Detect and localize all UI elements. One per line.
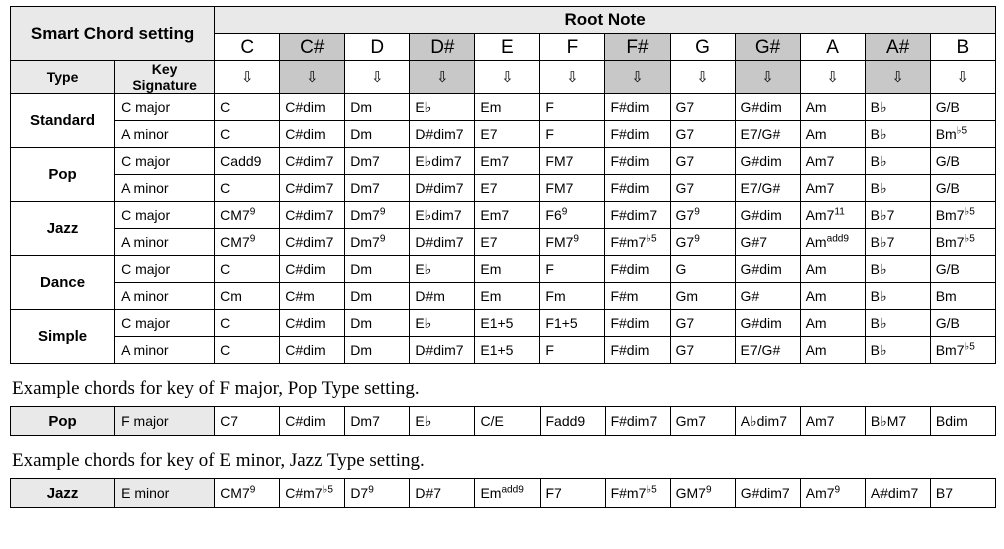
root-note-G: G xyxy=(670,34,735,61)
root-note-F: F xyxy=(540,34,605,61)
chord-cell: B♭ xyxy=(865,310,930,337)
chord-cell: G#dim xyxy=(735,256,800,283)
chord-cell: G7 xyxy=(670,94,735,121)
chord-cell: Dm xyxy=(345,337,410,364)
chord-cell: E♭ xyxy=(410,256,475,283)
chord-cell: G/B xyxy=(930,310,995,337)
chord-cell: C/E xyxy=(475,407,540,436)
chord-cell: B♭ xyxy=(865,337,930,364)
chord-cell: B♭ xyxy=(865,121,930,148)
chord-cell: $Am7^9$ xyxy=(800,479,865,508)
key-signature-value: A minor xyxy=(115,121,215,148)
chord-cell: $Bm7^{♭5}$ xyxy=(930,202,995,229)
chord-cell: D#dim7 xyxy=(410,337,475,364)
chord-cell: F#m xyxy=(605,283,670,310)
chord-cell: E7/G# xyxy=(735,337,800,364)
chord-cell: Dm7 xyxy=(345,407,410,436)
chord-cell: F xyxy=(540,256,605,283)
chord-cell: F xyxy=(540,121,605,148)
down-arrow-icon: ⇩ xyxy=(475,61,540,94)
table-row xyxy=(11,407,996,436)
chord-cell: $Dm7^9$ xyxy=(345,229,410,256)
chord-cell: G/B xyxy=(930,175,995,202)
root-note-C: C xyxy=(215,34,280,61)
example-key-value: E minor xyxy=(115,479,215,508)
chord-cell: Bdim xyxy=(930,407,995,436)
table-row xyxy=(11,256,996,283)
chord-cell: F#dim7 xyxy=(605,407,670,436)
down-arrow-icon: ⇩ xyxy=(410,61,475,94)
chord-cell: $FM7^9$ xyxy=(540,229,605,256)
down-arrow-icon: ⇩ xyxy=(540,61,605,94)
chord-cell: $Bm^{♭5}$ xyxy=(930,121,995,148)
key-signature-value: A minor xyxy=(115,337,215,364)
chord-cell: G# xyxy=(735,283,800,310)
down-arrow-icon: ⇩ xyxy=(215,61,280,94)
table-row xyxy=(11,229,996,256)
chord-cell: E1+5 xyxy=(475,337,540,364)
smart-chord-setting-header: Smart Chord setting xyxy=(11,7,215,61)
chord-cell: F#dim xyxy=(605,310,670,337)
chord-cell: C xyxy=(215,94,280,121)
root-note-Gsharp: G# xyxy=(735,34,800,61)
chord-cell: $Am^{add9}$ xyxy=(800,229,865,256)
chord-cell: Am xyxy=(800,94,865,121)
root-note-B: B xyxy=(930,34,995,61)
root-note-header: Root Note xyxy=(215,7,996,34)
example2-caption: Example chords for key of E minor, Jazz Type setting. xyxy=(12,450,425,472)
chord-cell: F xyxy=(540,94,605,121)
chord-cell: G#7 xyxy=(735,229,800,256)
chord-cell: F7 xyxy=(540,479,605,508)
chord-cell: E7 xyxy=(475,121,540,148)
key-signature-header: Key Signature xyxy=(115,61,215,94)
chord-cell: D#dim7 xyxy=(410,175,475,202)
chord-cell: C#dim xyxy=(280,310,345,337)
chord-cell: C xyxy=(215,121,280,148)
chord-cell: G7 xyxy=(670,337,735,364)
chord-cell: $F\#m7^{♭5}$ xyxy=(605,229,670,256)
example2-table xyxy=(10,478,996,508)
chord-cell: D#m xyxy=(410,283,475,310)
chord-cell: Gm xyxy=(670,283,735,310)
chord-cell: E1+5 xyxy=(475,310,540,337)
table-row xyxy=(11,310,996,337)
chord-cell: B♭ xyxy=(865,175,930,202)
chord-cell: D#dim7 xyxy=(410,121,475,148)
chord-cell: Am xyxy=(800,256,865,283)
root-note-Dsharp: D# xyxy=(410,34,475,61)
chord-cell: FM7 xyxy=(540,175,605,202)
example-type-label: Pop xyxy=(11,407,115,436)
key-signature-value: C major xyxy=(115,310,215,337)
chord-cell: Cadd9 xyxy=(215,148,280,175)
chord-cell: Am xyxy=(800,121,865,148)
root-note-D: D xyxy=(345,34,410,61)
chord-cell: $F6^9$ xyxy=(540,202,605,229)
chord-cell: G7 xyxy=(670,175,735,202)
chord-cell: G#dim xyxy=(735,94,800,121)
chord-cell: Em xyxy=(475,94,540,121)
chord-cell: $Bm7^{♭5}$ xyxy=(930,229,995,256)
chord-cell: C#dim xyxy=(280,94,345,121)
chord-cell: Dm xyxy=(345,121,410,148)
root-note-Csharp: C# xyxy=(280,34,345,61)
chord-cell: $GM7^9$ xyxy=(670,479,735,508)
down-arrow-icon: ⇩ xyxy=(800,61,865,94)
chord-cell: $Bm7^{♭5}$ xyxy=(930,337,995,364)
chord-cell: $G7^9$ xyxy=(670,229,735,256)
key-signature-value: A minor xyxy=(115,229,215,256)
chord-cell: C xyxy=(215,310,280,337)
table-row xyxy=(11,94,996,121)
chord-cell: Dm7 xyxy=(345,175,410,202)
chord-cell: B♭ xyxy=(865,256,930,283)
table-row xyxy=(11,337,996,364)
chord-cell: $Dm7^9$ xyxy=(345,202,410,229)
chord-cell: Dm xyxy=(345,94,410,121)
root-note-Asharp: A# xyxy=(865,34,930,61)
table-row xyxy=(11,175,996,202)
chord-cell: G/B xyxy=(930,256,995,283)
chord-cell: $Em^{add9}$ xyxy=(475,479,540,508)
chord-cell: F#dim xyxy=(605,121,670,148)
down-arrow-icon: ⇩ xyxy=(605,61,670,94)
table-header-row-arrows xyxy=(11,61,996,94)
root-note-E: E xyxy=(475,34,540,61)
table-row xyxy=(11,283,996,310)
chord-cell: G#dim xyxy=(735,202,800,229)
chord-cell: Dm xyxy=(345,283,410,310)
chord-cell: $Am7^{11}$ xyxy=(800,202,865,229)
table-row xyxy=(11,202,996,229)
chord-cell: Am xyxy=(800,337,865,364)
chord-cell: E7/G# xyxy=(735,121,800,148)
chord-cell: B♭7 xyxy=(865,229,930,256)
chord-cell: $G7^9$ xyxy=(670,202,735,229)
table-row xyxy=(11,148,996,175)
chord-cell: Cm xyxy=(215,283,280,310)
chord-cell: G#dim xyxy=(735,148,800,175)
chord-cell: Bm xyxy=(930,283,995,310)
table-row xyxy=(11,121,996,148)
chord-cell: Em xyxy=(475,283,540,310)
chord-cell: D#dim7 xyxy=(410,229,475,256)
type-label: Simple xyxy=(11,310,115,364)
key-signature-value: C major xyxy=(115,94,215,121)
chord-cell: C#dim xyxy=(280,337,345,364)
chord-cell: C#dim7 xyxy=(280,148,345,175)
chord-cell: Dm xyxy=(345,256,410,283)
type-label: Standard xyxy=(11,94,115,148)
key-signature-value: C major xyxy=(115,256,215,283)
chord-cell: F#dim7 xyxy=(605,202,670,229)
chord-cell: $C\#m7^{♭5}$ xyxy=(280,479,345,508)
example1-table xyxy=(10,406,996,436)
type-header: Type xyxy=(11,61,115,94)
chord-cell: A#dim7 xyxy=(865,479,930,508)
down-arrow-icon: ⇩ xyxy=(930,61,995,94)
chord-cell: F xyxy=(540,337,605,364)
chord-cell: E♭dim7 xyxy=(410,202,475,229)
chord-cell: G/B xyxy=(930,94,995,121)
chord-cell: FM7 xyxy=(540,148,605,175)
chord-cell: E7 xyxy=(475,175,540,202)
type-label: Dance xyxy=(11,256,115,310)
chord-cell: F#dim xyxy=(605,175,670,202)
chord-cell: Dm xyxy=(345,310,410,337)
chord-cell: C#dim7 xyxy=(280,175,345,202)
chord-cell: Fadd9 xyxy=(540,407,605,436)
chord-cell: G#dim xyxy=(735,310,800,337)
key-signature-value: C major xyxy=(115,148,215,175)
chord-cell: B♭ xyxy=(865,283,930,310)
chord-cell: C xyxy=(215,256,280,283)
chord-cell: G7 xyxy=(670,310,735,337)
example-key-value: F major xyxy=(115,407,215,436)
table-row xyxy=(11,479,996,508)
chord-cell: Em7 xyxy=(475,148,540,175)
key-signature-value: A minor xyxy=(115,283,215,310)
chord-cell: B♭7 xyxy=(865,202,930,229)
chord-cell: C#dim xyxy=(280,121,345,148)
chord-cell: G xyxy=(670,256,735,283)
chord-cell: Em xyxy=(475,256,540,283)
chord-cell: E♭dim7 xyxy=(410,148,475,175)
chord-cell: $F\#m7^{♭5}$ xyxy=(605,479,670,508)
chord-cell: D#7 xyxy=(410,479,475,508)
chord-cell: F#dim xyxy=(605,94,670,121)
table-header-row-1 xyxy=(11,7,996,34)
chord-cell: B♭M7 xyxy=(865,407,930,436)
chord-cell: G/B xyxy=(930,148,995,175)
key-signature-value: A minor xyxy=(115,175,215,202)
chord-cell: C xyxy=(215,337,280,364)
chord-cell: A♭dim7 xyxy=(735,407,800,436)
chord-cell: Dm7 xyxy=(345,148,410,175)
down-arrow-icon: ⇩ xyxy=(280,61,345,94)
chord-cell: Am7 xyxy=(800,407,865,436)
chord-cell: C7 xyxy=(215,407,280,436)
chord-cell: G7 xyxy=(670,148,735,175)
chord-cell: Fm xyxy=(540,283,605,310)
chord-cell: C#dim xyxy=(280,407,345,436)
chord-cell: $CM7^9$ xyxy=(215,229,280,256)
chord-cell: $CM7^9$ xyxy=(215,479,280,508)
chord-cell: C#m xyxy=(280,283,345,310)
chord-cell: B7 xyxy=(930,479,995,508)
smart-chord-table xyxy=(10,6,996,364)
type-label: Pop xyxy=(11,148,115,202)
example-type-label: Jazz xyxy=(11,479,115,508)
chord-cell: Gm7 xyxy=(670,407,735,436)
chord-cell: $CM7^9$ xyxy=(215,202,280,229)
chord-cell: C xyxy=(215,175,280,202)
down-arrow-icon: ⇩ xyxy=(670,61,735,94)
root-note-Fsharp: F# xyxy=(605,34,670,61)
chord-cell: F1+5 xyxy=(540,310,605,337)
chord-cell: G7 xyxy=(670,121,735,148)
chord-cell: Am7 xyxy=(800,148,865,175)
down-arrow-icon: ⇩ xyxy=(865,61,930,94)
key-signature-value: C major xyxy=(115,202,215,229)
chord-cell: B♭ xyxy=(865,148,930,175)
chord-cell: $D7^9$ xyxy=(345,479,410,508)
chord-cell: G#dim7 xyxy=(735,479,800,508)
type-label: Jazz xyxy=(11,202,115,256)
chord-cell: E♭ xyxy=(410,310,475,337)
chord-cell: Am xyxy=(800,283,865,310)
root-note-A: A xyxy=(800,34,865,61)
chord-cell: F#dim xyxy=(605,148,670,175)
chord-cell: Em7 xyxy=(475,202,540,229)
chord-cell: Am7 xyxy=(800,175,865,202)
chord-cell: C#dim xyxy=(280,256,345,283)
chord-cell: E♭ xyxy=(410,407,475,436)
chord-cell: F#dim xyxy=(605,337,670,364)
chord-cell: E♭ xyxy=(410,94,475,121)
chord-cell: C#dim7 xyxy=(280,202,345,229)
example1-caption: Example chords for key of F major, Pop Type setting. xyxy=(12,378,420,400)
chord-cell: E7 xyxy=(475,229,540,256)
chord-cell: E7/G# xyxy=(735,175,800,202)
chord-cell: Am xyxy=(800,310,865,337)
chord-cell: B♭ xyxy=(865,94,930,121)
down-arrow-icon: ⇩ xyxy=(735,61,800,94)
down-arrow-icon: ⇩ xyxy=(345,61,410,94)
chord-cell: F#dim xyxy=(605,256,670,283)
chord-cell: C#dim7 xyxy=(280,229,345,256)
